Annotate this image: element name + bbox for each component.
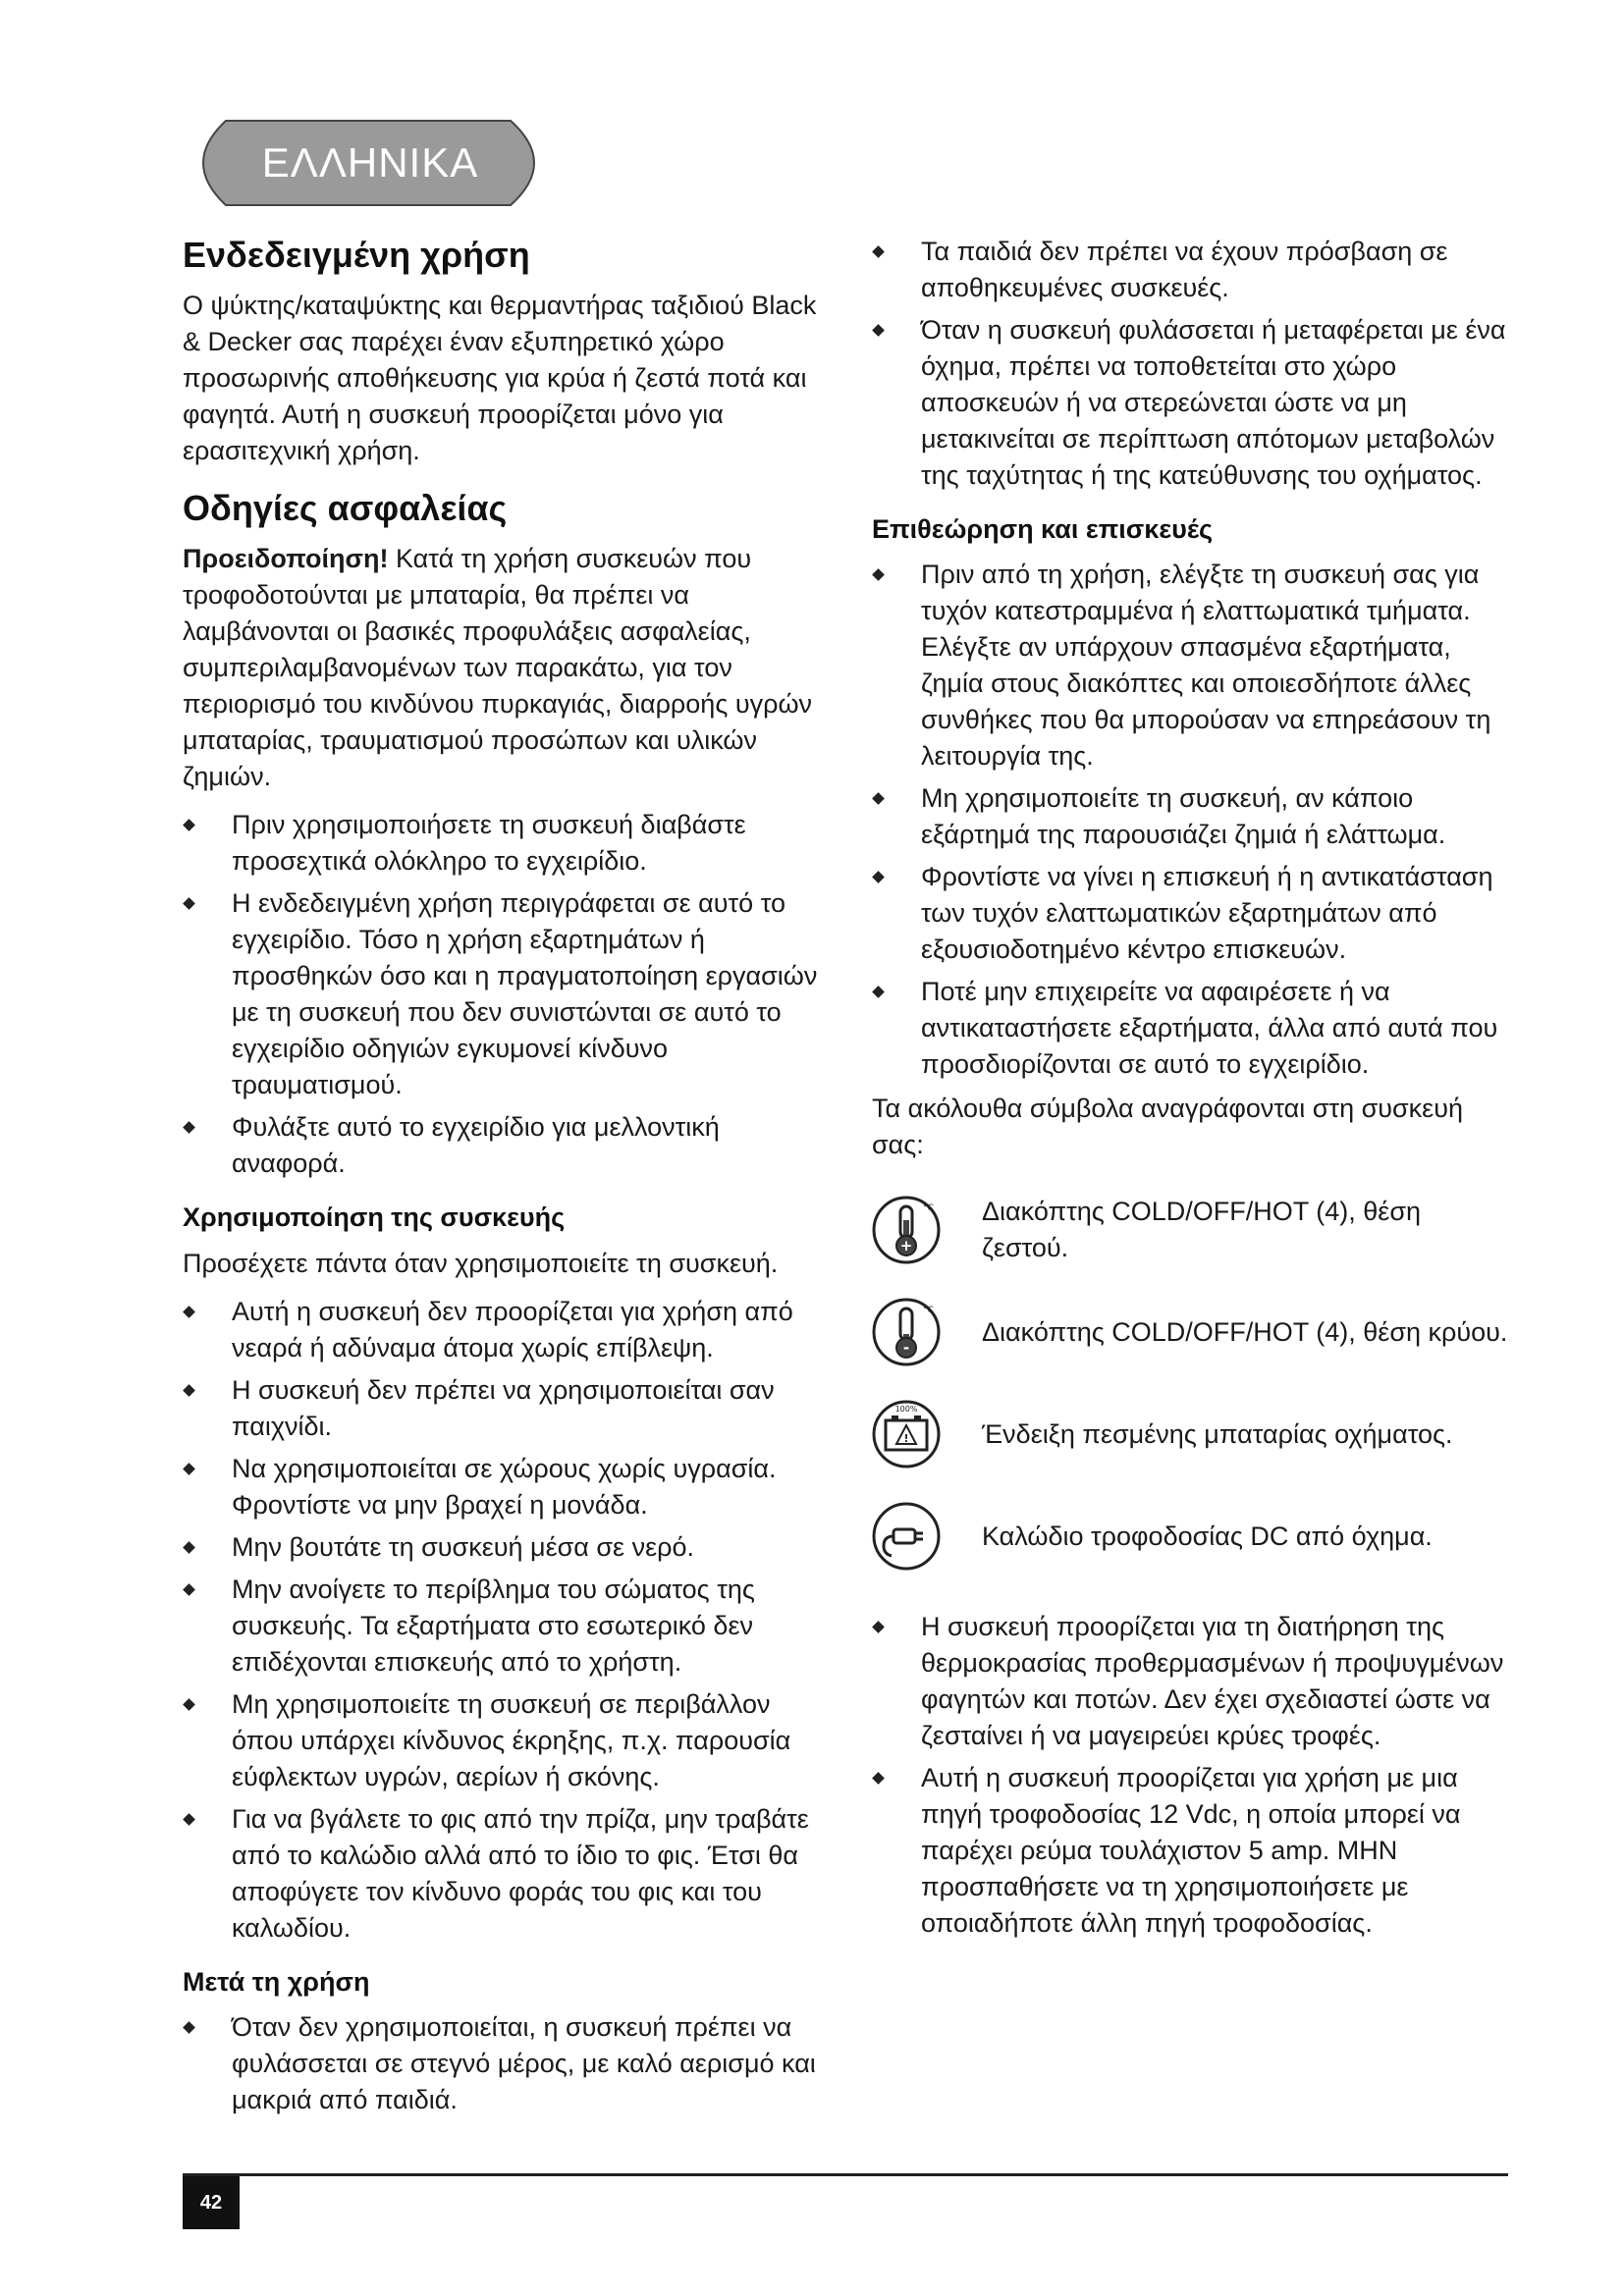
after-use-heading: Μετά τη χρήση [183, 1966, 370, 1997]
symbol-text: Διακόπτης COLD/OFF/HOT (4), θέση ζεστού. [982, 1197, 1422, 1263]
list-item: Τα παιδιά δεν πρέπει να έχουν πρόσβαση σε αποθηκευμένες συσκευές. [872, 234, 1510, 306]
safety-heading: Οδηγίες ασφαλείας [183, 488, 508, 529]
list-item: Η συσκευή προορίζεται για τη διατήρηση της θερμοκρασίας προθερμασμένων ή προψυγμένων φαγητών και ποτών. Δεν έχει σχεδιαστεί ώστε να ζεσταίνει ή να μαγειρεύει κρύες τροφές. [872, 1609, 1510, 1754]
list-item: Η ενδεδειγμένη χρήση περιγράφεται σε αυτό το εγχειρίδιο. Τόσο η χρήση εξαρτημάτων ή προσθηκών όσο και η πραγματοποίηση εργασιών με τη συσκευή που δεν συνιστώνται σε αυτό το εγχειρίδιο οδηγιών εγκυμονεί κίνδυνο τραυματισμού. [183, 885, 831, 1103]
symbol-row [872, 1497, 1510, 1575]
list-item: Να χρησιμοποιείται σε χώρους χωρίς υγρασία. Φροντίστε να μην βραχεί η μονάδα. [183, 1451, 831, 1523]
symbol-text: Διακόπτης COLD/OFF/HOT (4), θέση κρύου. [982, 1316, 1508, 1347]
use-list [183, 1294, 831, 1947]
list-item: Πριν από τη χρήση, ελέγξτε τη συσκευή σας για τυχόν κατεστραμμένα ή ελαττωματικά τμήματα. Ελέγξτε αν υπάρχουν σπασμένα εξαρτήματα, ζημία στους διακόπτες και οποιεσδήποτε άλλες συνθήκες που θα μπορούσαν να επηρεάσουν τη λειτουργία της. [872, 557, 1510, 774]
svg-text:!: ! [903, 1432, 909, 1446]
list-item: Αυτή η συσκευή δεν προορίζεται για χρήση από νεαρά ή αδύναμα άτομα χωρίς επίβλεψη. [183, 1294, 831, 1366]
right-column [872, 234, 1510, 1949]
safety-list [183, 807, 831, 1182]
warning-lead: Προειδοποίηση! [183, 544, 389, 574]
list-item: Αυτή η συσκευή προορίζεται για χρήση με μια πηγή τροφοδοσίας 12 Vdc, η οποία μπορεί να παρέχει ρεύμα τουλάχιστον 5 amp. ΜΗΝ προσπαθήσετε να τη χρησιμοποιήσετε με οποιαδήποτε άλλη πηγή τροφοδοσίας. [872, 1760, 1510, 1942]
list-item: Μη χρησιμοποιείτε τη συσκευή, αν κάποιο εξάρτημά της παρουσιάζει ζημιά ή ελάττωμα. [872, 780, 1510, 853]
list-item: Μη χρησιμοποιείτε τη συσκευή σε περιβάλλον όπου υπάρχει κίνδυνος έκρηξης, π.χ. παρουσία εύφλεκτων υγρών, αερίων ή σκόνης. [183, 1686, 831, 1795]
symbol-row [872, 1293, 1510, 1371]
list-item: Φυλάξτε αυτό το εγχειρίδιο για μελλοντική αναφορά. [183, 1109, 831, 1182]
svg-text:-: - [902, 1339, 910, 1358]
thermometer-cold-icon [872, 1293, 941, 1371]
list-item: Για να βγάλετε το φις από την πρίζα, μην τραβάτε από το καλώδιο αλλά από το ίδιο το φις. Έτσι θα αποφύγετε τον κίνδυνο φοράς του φις και του καλωδίου. [183, 1801, 831, 1947]
notes-list [872, 1609, 1510, 1942]
dc-car-plug-icon [872, 1497, 941, 1575]
symbol-row [872, 1395, 1510, 1473]
language-tab [179, 118, 562, 208]
left-column [183, 234, 831, 2126]
use-heading: Χρησιμοποίηση της συσκευής [183, 1202, 566, 1233]
list-item: Όταν η συσκευή φυλάσσεται ή μεταφέρεται με ένα όχημα, πρέπει να τοποθετείται στο χώρο αποσκευών ή να στερεώνεται ώστε να μη μετακινείται σε περίπτωση απότομων μεταβολών της ταχύτητας ή της κατεύθυνσης του οχήματος. [872, 312, 1510, 494]
list-item: Μην βουτάτε τη συσκευή μέσα σε νερό. [183, 1529, 831, 1566]
symbols-intro: Τα ακόλουθα σύμβολα αναγράφονται στη συσκευή σας: [872, 1094, 1464, 1160]
symbol-text: Καλώδιο τροφοδοσίας DC από όχημα. [982, 1521, 1433, 1551]
low-battery-icon [872, 1395, 941, 1473]
list-item: Η συσκευή δεν πρέπει να χρησιμοποιείται σαν παιχνίδι. [183, 1372, 831, 1445]
thermometer-hot-icon [872, 1191, 941, 1269]
intended-use-heading: Ενδεδειγμένη χρήση [183, 235, 530, 275]
use-text: Προσέχετε πάντα όταν χρησιμοποιείτε τη συσκευή. [183, 1248, 779, 1278]
warning-text: Κατά τη χρήση συσκευών που τροφοδοτούνται με μπαταρία, θα πρέπει να λαμβάνονται οι βασικές προφυλάξεις ασφαλείας, συμπεριλαμβανομένων των παρακάτω, για τον περιορισμό του κινδύνου πυρκαγιάς, διαρροής υγρών μπαταρίας, τραυματισμού προσώπων και υλικών ζημιών. [183, 544, 813, 792]
list-item: Φροντίστε να γίνει η επισκευή ή η αντικατάσταση των τυχόν ελαττωματικών εξαρτημάτων από εξουσιοδοτημένο κέντρο επισκευών. [872, 859, 1510, 968]
language-tab-label: ΕΛΛΗΝΙΚΑ [261, 139, 479, 186]
after-use-list [183, 2009, 831, 2118]
inspection-list [872, 557, 1510, 1083]
symbol-text: Ένδειξη πεσμένης μπαταρίας οχήματος. [982, 1418, 1453, 1449]
svg-text:+: + [899, 1237, 913, 1255]
page-number: 42 [183, 2176, 240, 2229]
inspection-heading: Επιθεώρηση και επισκευές [872, 514, 1214, 544]
svg-text:°C: °C [923, 1306, 934, 1316]
list-item: Όταν δεν χρησιμοποιείται, η συσκευή πρέπει να φυλάσσεται σε στεγνό μέρος, με καλό αερισμό και μακριά από παιδιά. [183, 2009, 831, 2118]
intended-use-text: Ο ψύκτης/καταψύκτης και θερμαντήρας ταξιδιού Black & Decker σας παρέχει έναν εξυπηρετικό χώρο προσωρινής αποθήκευσης για κρύα ή ζεστά ποτά και φαγητά. Αυτή η συσκευή προορίζεται μόνο για ερασιτεχνική χρήση. [183, 291, 817, 466]
footer-rule [183, 2173, 1508, 2176]
list-item: Μην ανοίγετε το περίβλημα του σώματος της συσκευής. Τα εξαρτήματα στο εσωτερικό δεν επιδέχονται επισκευής από το χρήστη. [183, 1572, 831, 1681]
safety-warning [183, 541, 831, 795]
list-item: Ποτέ μην επιχειρείτε να αφαιρέσετε ή να αντικαταστήσετε εξαρτήματα, άλλα από αυτά που προσδιορίζονται σε αυτό το εγχειρίδιο. [872, 974, 1510, 1083]
symbol-row [872, 1191, 1510, 1269]
list-item: Πριν χρησιμοποιήσετε τη συσκευή διαβάστε προσεχτικά ολόκληρο το εγχειρίδιο. [183, 807, 831, 880]
storage-list [872, 234, 1510, 494]
battery-level-label: 100% [894, 1405, 918, 1415]
svg-text:°C: °C [923, 1203, 934, 1214]
